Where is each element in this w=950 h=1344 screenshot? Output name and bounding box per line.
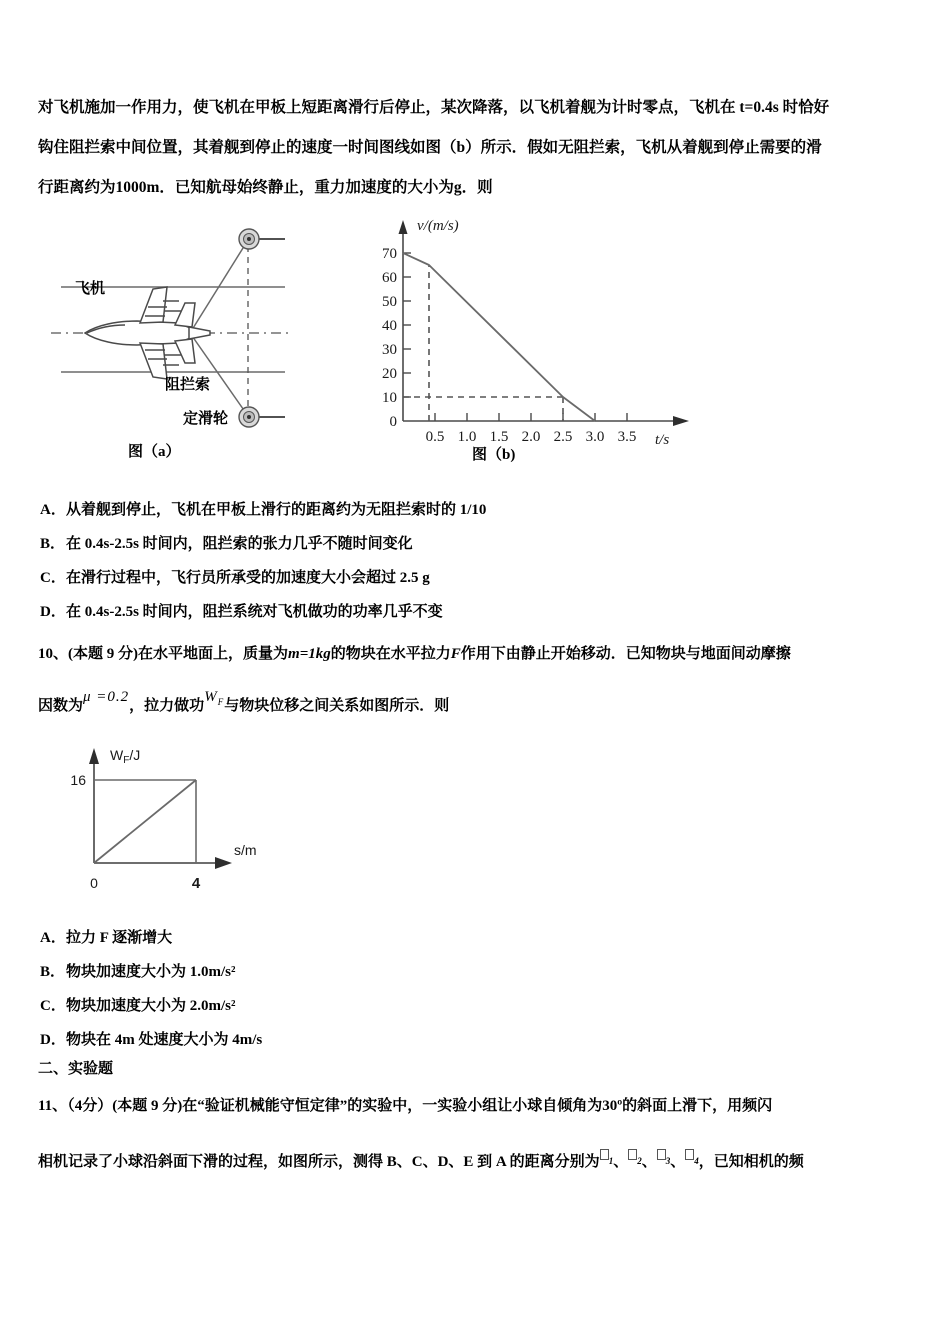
label-airplane: 飞机 [75,281,106,297]
x-tick-labels [426,429,637,445]
q9-option-b[interactable] [40,529,413,559]
svg-text:1.5: 1.5 [489,429,509,445]
figure-a-airplane-diagram [45,215,350,465]
q9-option-a-label: A． [40,502,66,518]
q9-option-d-label: D． [40,604,66,620]
q10-number: 10、 [38,646,69,662]
figure-b-svg [355,208,705,458]
missing-glyph-sub-1: 1 [608,1156,614,1166]
q9-option-a-text: 从着舰到停止，飞机在甲板上滑行的距离约为无阻拦索时的 1/10 [66,502,487,518]
svg-text:20: 20 [382,366,397,382]
q10-option-b[interactable] [40,957,236,987]
svg-text:30: 30 [382,342,397,358]
missing-glyph-box-2 [628,1149,637,1160]
q10-points: (本题 9 分) [68,646,139,662]
question-11-line-2 [38,1142,918,1183]
svg-text:3.5: 3.5 [617,429,637,445]
question-9-line-1: 对飞机施加一作用力，使飞机在甲板上短距离滑行后停止，某次降落，以飞机着舰为计时零点，飞机在 t=0.4s 时恰好 [38,99,830,116]
q10-text-b: 的物块在水平拉力 [330,646,451,662]
q10-text-a: 在水平地面上，质量为 [138,646,289,662]
question-11-line-1 [38,1086,918,1126]
q9-option-d-text: 在 0.4s-2.5s 时间内，阻拦系统对飞机做功的功率几乎不变 [66,604,443,620]
q10-line2-a: 因数为 [38,698,84,714]
figure-b-velocity-time-chart [355,208,705,458]
question-9-line-3: 行距离约为1000m．已知航母始终静止，重力加速度的大小为g．则 [38,179,493,196]
label-fixed-pulley: 定滑轮 [183,411,229,427]
q10-mass: m=1kg [288,646,331,662]
wf-x-tick-4: 4 [191,875,201,892]
work-displacement-chart [38,738,308,903]
missing-glyph-box-1 [600,1149,609,1160]
svg-text:50: 50 [382,294,397,310]
svg-text:0.5: 0.5 [425,429,445,445]
q10-option-a-label: A． [40,930,66,946]
q10-friction-coefficient-formula: μ =0.2 [83,689,130,705]
svg-text:10: 10 [382,390,397,406]
wf-data-line [94,780,196,863]
wf-x-axis-arrow [215,857,232,869]
q10-option-b-label: B． [40,964,66,980]
question-9-line-2: 钩住阻拦索中间位置，其着舰到停止的速度一时间图线如图（b）所示．假如无阻拦索，飞机从着舰到停止需要的滑 [38,139,822,156]
svg-text:3.0: 3.0 [585,429,605,445]
wf-y-axis-title: $W_F/J$ [110,747,141,766]
label-arresting-cable: 阻拦索 [165,377,211,393]
svg-text:70: 70 [382,246,397,262]
q10-option-d[interactable] [40,1025,262,1055]
section-two-heading: 二、实验题 [38,1061,114,1077]
q10-option-a-text: 拉力 F 逐渐增大 [66,930,173,946]
svg-text:2.5: 2.5 [553,429,573,445]
q10-option-c[interactable] [40,991,236,1021]
q9-option-c-text: 在滑行过程中，飞行员所承受的加速度大小会超过 2.5 g [66,570,430,586]
q11-number: 11、 [38,1098,68,1114]
missing-glyph-box-4 [685,1149,694,1160]
sep-1: 、 [613,1154,629,1170]
q10-text-c: 作用下由静止开始移动．已知物块与地面间动摩擦 [460,646,791,662]
missing-glyph-box-3 [657,1149,666,1160]
q9-option-c-label: C． [40,570,66,586]
missing-glyph-sub-4: 4 [694,1156,699,1166]
figure-b-caption: 图（b) [472,447,516,463]
q10-line2-b: ，拉力做功 [129,698,205,714]
sep-2: 、 [641,1154,657,1170]
wf-x-axis-title: s/m [234,842,257,858]
missing-glyph-sub-2: 2 [637,1156,642,1166]
q9-option-d[interactable] [40,597,443,627]
q9-option-b-label: B． [40,536,66,552]
work-displacement-svg [38,738,308,903]
q9-option-c[interactable] [40,563,430,593]
q10-option-a[interactable] [40,923,172,953]
y-tick-marks [403,253,411,397]
q10-option-b-text: 物块加速度大小为 1.0m/s² [66,964,236,980]
x-axis-arrow [673,416,689,426]
q9-option-b-text: 在 0.4s-2.5s 时间内，阻拦索的张力几乎不随时间变化 [66,536,413,552]
q10-option-d-label: D． [40,1032,66,1048]
q9-option-a[interactable] [40,495,486,525]
wf-y-tick-16: 16 [70,772,86,788]
missing-glyph-sub-3: 3 [665,1156,671,1166]
y-tick-labels [382,246,397,430]
x-axis-title: t/s [655,432,670,448]
x-tick-marks [435,413,627,421]
q11-score: （4分） [67,1098,113,1114]
y-axis-title: v/(m/s) [417,218,459,234]
sep-3: 、 [670,1154,686,1170]
q11-text-2b: ，已知相机的频 [698,1154,804,1170]
question-10-line-2 [38,686,918,731]
pulley-top-icon [239,229,259,249]
question-10-line-1 [38,634,918,674]
q10-option-d-text: 物块在 4m 处速度大小为 4m/s [66,1032,263,1048]
pulley-bottom-icon [239,407,259,427]
svg-text:0: 0 [389,414,397,430]
wf-y-axis-arrow [89,748,99,764]
svg-text:40: 40 [382,318,397,334]
q10-option-c-label: C． [40,998,66,1014]
wf-x-tick-0: 0 [90,875,98,891]
svg-text:2.0: 2.0 [521,429,541,445]
airplane-icon [85,287,210,379]
q10-work-symbol: $W_F$ [204,689,225,707]
q10-line2-c: 与物块位移之间关系如图所示．则 [224,698,450,714]
q10-force-symbol: F [450,646,461,662]
figure-a-caption: 图（a） [128,444,181,460]
svg-text:1.0: 1.0 [457,429,477,445]
q11-text-2a: 相机记录了小球沿斜面下滑的过程，如图所示，测得 B、C、D、E 到 A 的距离分别为 [38,1154,600,1170]
svg-text:60: 60 [382,270,397,286]
q10-option-c-text: 物块加速度大小为 2.0m/s² [66,998,236,1014]
q11-text-1: 在“验证机械能守恒定律”的实验中，一实验小组让小球自倾角为30º的斜面上滑下，用频闪 [182,1098,773,1114]
q11-points: (本题 9 分) [112,1098,183,1114]
y-axis-arrow [399,220,408,234]
velocity-time-curve [403,253,595,421]
